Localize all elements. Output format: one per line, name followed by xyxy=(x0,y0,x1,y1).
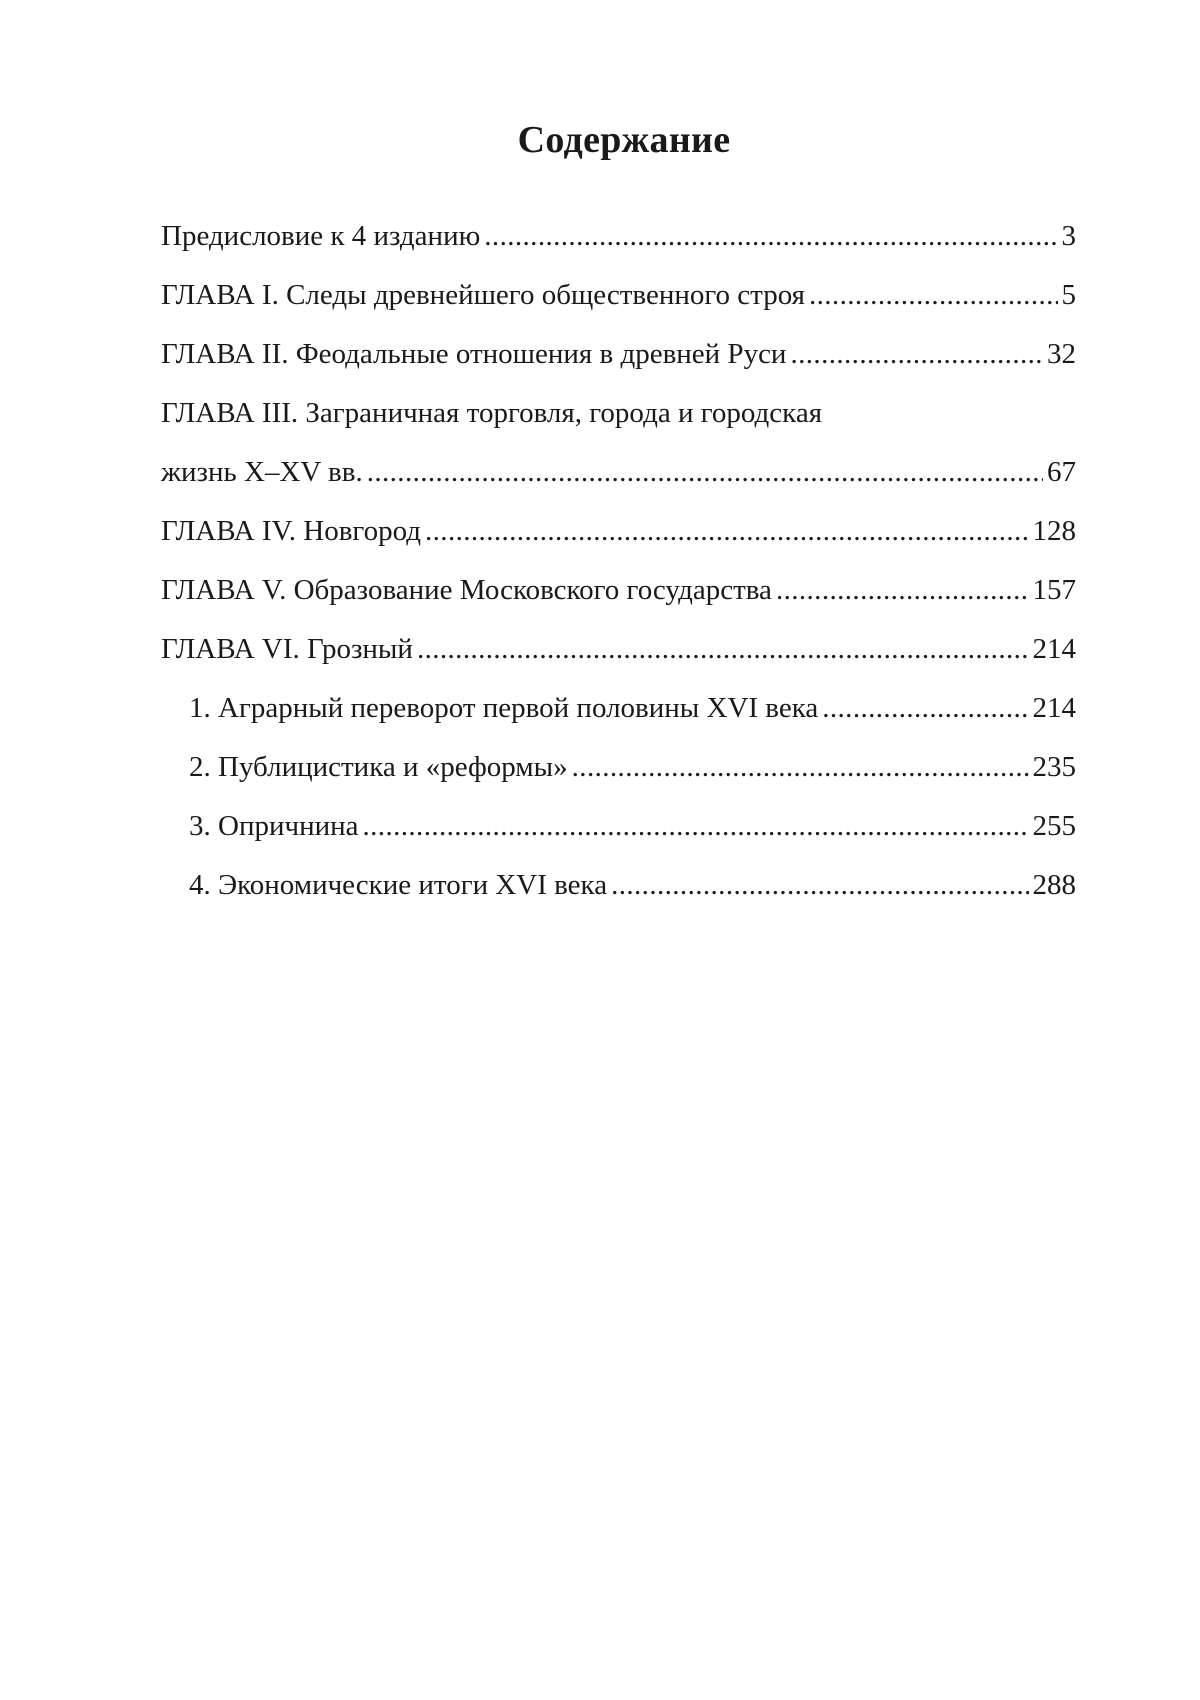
dot-leader xyxy=(367,443,1043,502)
toc-entry-page: 5 xyxy=(1061,279,1076,311)
toc-entry xyxy=(161,325,1076,384)
dot-leader xyxy=(417,620,1029,679)
page-title: Содержание xyxy=(517,119,731,161)
toc-entry-page: 235 xyxy=(1032,751,1076,783)
toc-entry-label: 4. Экономические итоги XVI века xyxy=(189,869,608,901)
toc-entry-label: жизнь X–XV вв. xyxy=(161,456,363,488)
toc-entry-page: 128 xyxy=(1032,515,1076,547)
toc-entry-page: 255 xyxy=(1032,810,1076,842)
toc-entry-label: ГЛАВА II. Феодальные отношения в древней Руси xyxy=(161,338,787,370)
toc-entry-label: 2. Публицистика и «реформы» xyxy=(189,751,568,783)
dot-leader xyxy=(425,502,1029,561)
toc-entry-label: ГЛАВА IV. Новгород xyxy=(161,515,421,547)
toc-entry-page: 3 xyxy=(1061,220,1076,252)
toc-entry-page: 32 xyxy=(1047,338,1076,370)
toc-entry xyxy=(161,620,1076,679)
table-of-contents xyxy=(161,207,1076,915)
toc-subentry xyxy=(161,738,1076,797)
toc-entry xyxy=(161,502,1076,561)
toc-entry-label: ГЛАВА I. Следы древнейшего общественного строя xyxy=(161,279,805,311)
dot-leader xyxy=(363,797,1029,856)
dot-leader xyxy=(611,856,1028,915)
toc-entry xyxy=(161,561,1076,620)
toc-entry-page: 157 xyxy=(1032,574,1076,606)
toc-entry-label: Предисловие к 4 изданию xyxy=(161,220,481,252)
toc-entry-page: 214 xyxy=(1032,633,1076,665)
toc-entry-label: 3. Опричнина xyxy=(189,810,359,842)
dot-leader xyxy=(790,325,1043,384)
toc-entry-page: 67 xyxy=(1047,456,1076,488)
dot-leader xyxy=(484,207,1057,266)
toc-entry-page: 288 xyxy=(1032,869,1076,901)
dot-leader xyxy=(572,738,1029,797)
toc-entry-label: ГЛАВА VI. Грозный xyxy=(161,633,413,665)
dot-leader xyxy=(809,266,1058,325)
toc-entry xyxy=(161,443,1076,502)
toc-entry-label-first-line: ГЛАВА III. Заграничная торговля, города и городская xyxy=(161,397,823,429)
toc-subentry xyxy=(161,679,1076,738)
toc-subentry xyxy=(161,797,1076,856)
toc-entry xyxy=(161,266,1076,325)
toc-entry-label: ГЛАВА V. Образование Московского государства xyxy=(161,574,772,606)
toc-entry xyxy=(161,207,1076,266)
dot-leader xyxy=(776,561,1029,620)
toc-subentry xyxy=(161,856,1076,915)
dot-leader xyxy=(822,679,1028,738)
toc-entry-page: 214 xyxy=(1032,692,1076,724)
toc-entry-label: 1. Аграрный переворот первой половины XVI века xyxy=(189,692,819,724)
